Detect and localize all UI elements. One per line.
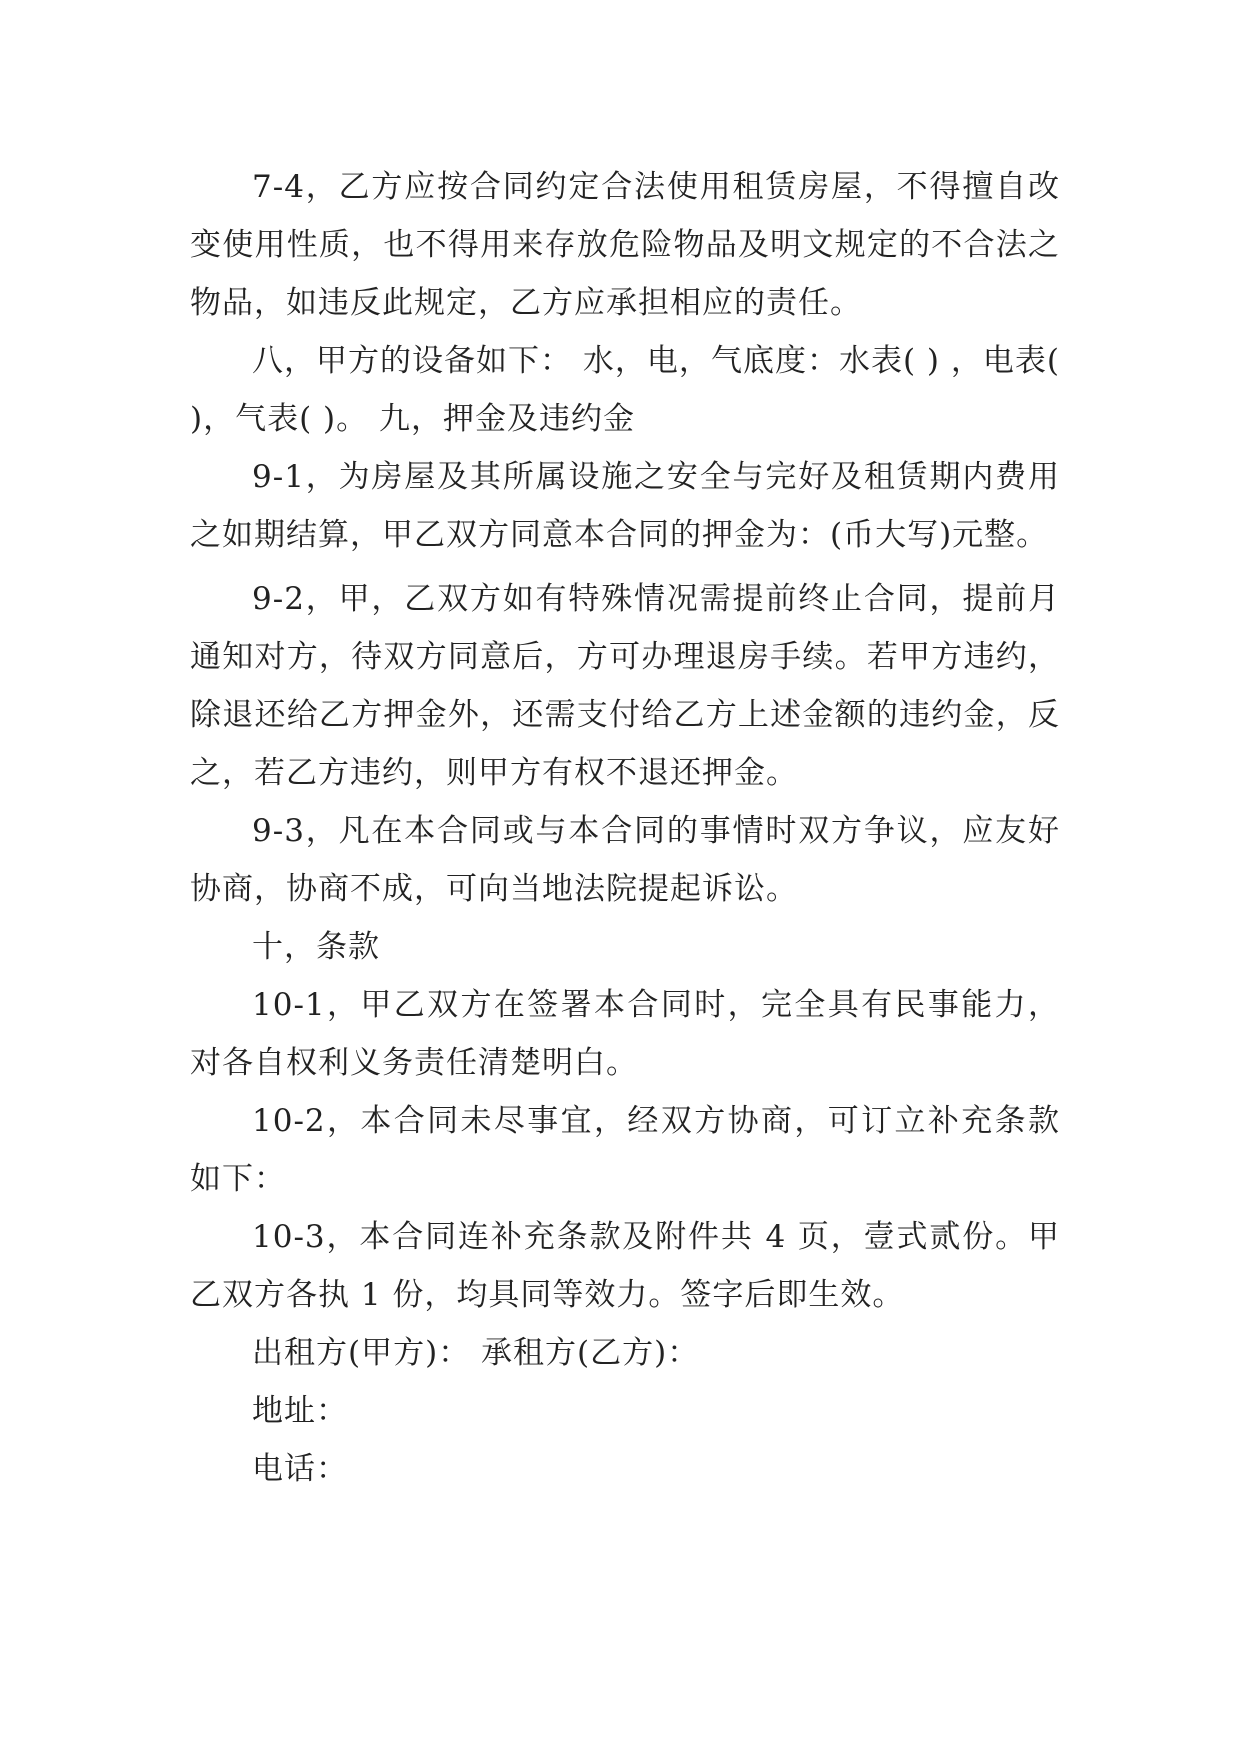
- contract-text: [190, 158, 1060, 1498]
- clause-10-1: 10-1，甲乙双方在签署本合同时，完全具有民事能力，对各自权利义务责任清楚明白。: [190, 987, 1060, 1081]
- clause-9-1: 9-1，为房屋及其所属设施之安全与完好及租赁期内费用之如期结算，甲乙双方同意本合同的押金为：(币大写)元整。: [190, 459, 1060, 553]
- address-line: 地址：: [252, 1393, 348, 1429]
- clause-10-3: 10-3，本合同连补充条款及附件共 4 页，壹式贰份。甲乙双方各执 1 份，均具同等效力。签字后即生效。: [190, 1219, 1060, 1313]
- clause-10-2: 10-2，本合同未尽事宜，经双方协商，可订立补充条款如下：: [190, 1103, 1060, 1197]
- signature-parties: 出租方(甲方)： 承租方(乙方)：: [252, 1335, 700, 1371]
- clause-7-4: 7-4，乙方应按合同约定合法使用租赁房屋，不得擅自改变使用性质，也不得用来存放危险物品及明文规定的不合法之物品，如违反此规定，乙方应承担相应的责任。: [190, 169, 1060, 321]
- clause-9-2: 9-2，甲，乙双方如有特殊情况需提前终止合同，提前月通知对方，待双方同意后，方可办理退房手续。若甲方违约，除退还给乙方押金外，还需支付给乙方上述金额的违约金，反之，若乙方违约，则甲方有权不退还押金。: [190, 581, 1060, 791]
- section-8-equipment: 八，甲方的设备如下： 水，电，气底度：水表( ) ，电表( )，气表( )。 九，押金及违约金: [190, 343, 1060, 437]
- section-10-heading: 十，条款: [252, 929, 380, 965]
- phone-line: 电话：: [252, 1451, 348, 1487]
- clause-9-3: 9-3，凡在本合同或与本合同的事情时双方争议，应友好协商，协商不成，可向当地法院提起诉讼。: [190, 813, 1060, 907]
